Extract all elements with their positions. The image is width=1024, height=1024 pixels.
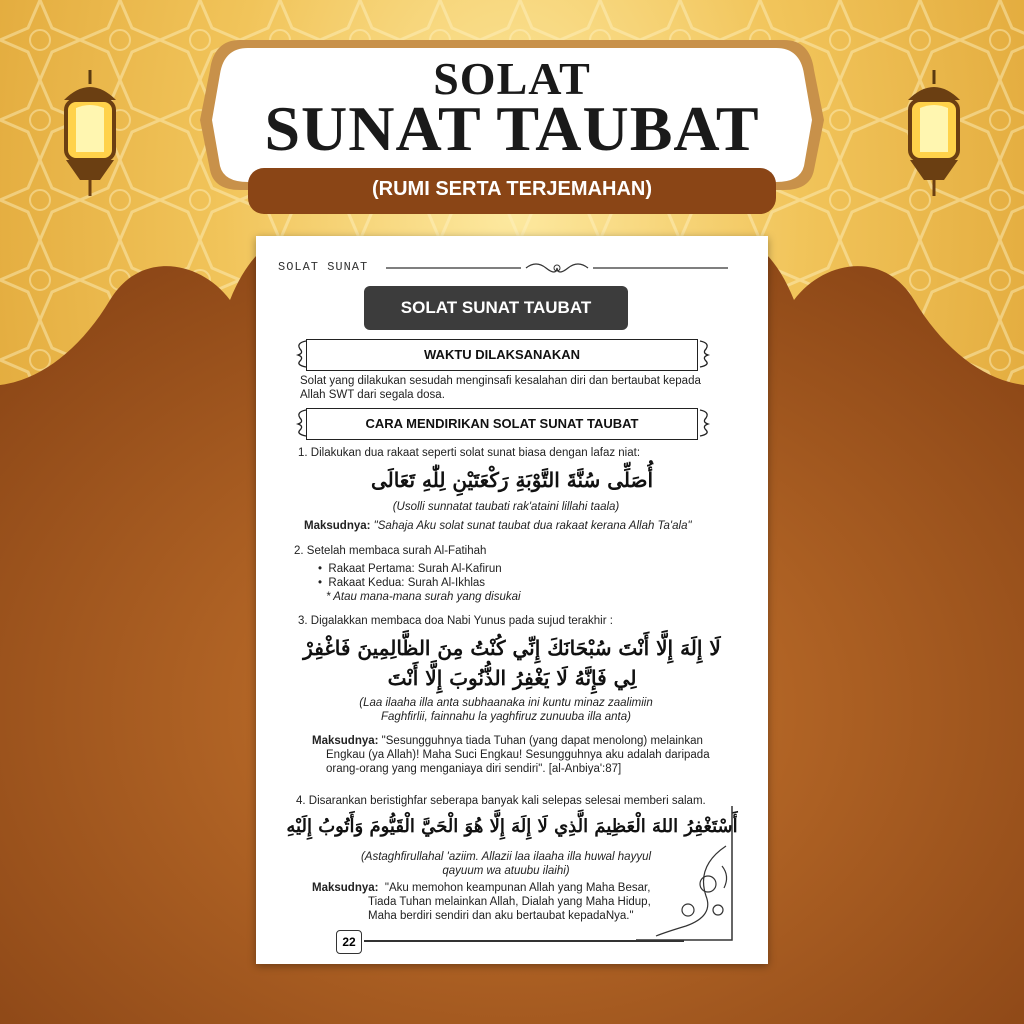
step1-text: 1. Dilakukan dua rakaat seperti solat sunat biasa dengan lafaz niat: bbox=[298, 447, 641, 459]
step3-meaning-line2: Engkau (ya Allah)! Maha Suci Engkau! Sesungguhnya aku adalah daripada bbox=[326, 749, 710, 761]
step2-note: * Atau mana-mana surah yang disukai bbox=[326, 591, 521, 603]
step4-meaning-line2: Tiada Tuhan melainkan Allah, Dialah yang Maha Hidup, bbox=[368, 896, 651, 908]
step3-arabic-line1: لَا إِلَهَ إِلَّا أَنْتَ سُبْحَانَكَ إِنِّي كُنْتُ مِنَ الظَّالِمِينَ فَاغْفِرْ bbox=[303, 636, 721, 660]
step2-bullet-1: • Rakaat Pertama: Surah Al-Kafirun bbox=[318, 563, 502, 575]
step3-meaning-label: Maksudnya: bbox=[312, 735, 379, 747]
subtitle: (RUMI SERTA TERJEMAHAN) bbox=[372, 178, 652, 200]
step2-bullet-2: • Rakaat Kedua: Surah Al-Ikhlas bbox=[318, 577, 486, 589]
step1-meaning-label: Maksudnya: bbox=[304, 520, 371, 532]
step4-rumi-line1: (Astaghfirullahal 'aziim. Allazii laa ilaaha illa huwal hayyul bbox=[360, 851, 652, 863]
step4-rumi-line2: qayuum wa atuubu ilaihi) bbox=[442, 865, 570, 877]
step3-meaning-line1: "Sesungguhnya tiada Tuhan (yang dapat menolong) melainkan bbox=[381, 735, 703, 747]
step3-rumi-line1: (Laa ilaaha illa anta subhaanaka ini kuntu minaz zaalimiin bbox=[359, 697, 653, 709]
step4-meaning-label: Maksudnya: bbox=[312, 882, 379, 894]
step2-bullet-2-text: Rakaat Kedua: Surah Al-Ikhlas bbox=[328, 577, 486, 589]
running-head-ornament bbox=[386, 260, 728, 276]
document-page bbox=[256, 236, 768, 964]
step1-meaning: "Sahaja Aku solat sunat taubat dua rakaat kerana Allah Ta'ala" bbox=[373, 520, 692, 532]
title-line2: SUNAT TAUBAT bbox=[264, 93, 760, 164]
footer-rule bbox=[364, 940, 684, 942]
step1-arabic: أُصَلِّى سُنَّةَ التَّوْبَةِ رَكْعَتَيْنِ لِلّٰهِ تَعَالَى bbox=[370, 468, 654, 492]
scroll-curl-icon bbox=[696, 339, 712, 369]
page-number: 22 bbox=[336, 930, 362, 954]
section1-text-line2: Allah SWT dari segala dosa. bbox=[300, 389, 445, 401]
step4-meaning-line1: "Aku memohon keampunan Allah yang Maha Besar, bbox=[384, 882, 651, 894]
scroll-curl-icon bbox=[696, 408, 712, 438]
running-head: SOLAT SUNAT bbox=[278, 260, 369, 274]
step4-text: 4. Disarankan beristighfar seberapa banyak kali selepas selesai memberi salam. bbox=[296, 795, 706, 807]
step1-rumi: (Usolli sunnatat taubati rak'ataini lillahi taala) bbox=[392, 501, 620, 513]
step3-rumi-line2: Faghfirlii, fainnahu la yaghfiruz zunuuba illa anta) bbox=[381, 711, 631, 723]
section1-heading: WAKTU DILAKSANAKAN bbox=[306, 339, 698, 371]
title-line1: SOLAT bbox=[433, 53, 591, 104]
corner-ornament bbox=[636, 806, 736, 946]
step3-arabic-line2: لِي فَإِنَّهُ لَا يَغْفِرُ الذُّنُوبَ إِلَّا أَنْتَ bbox=[387, 666, 637, 690]
section2-heading: CARA MENDIRIKAN SOLAT SUNAT TAUBAT bbox=[306, 408, 698, 440]
step4-arabic: أَسْتَغْفِرُ اللهَ الْعَظِيمَ الَّذِي لَا إِلَهَ إِلَّا هُوَ الْحَيَّ الْقَيُّومَ وَأَتُوبُ إِلَيْهِ bbox=[286, 816, 738, 837]
section1-text-line1: Solat yang dilakukan sesudah menginsafi kesalahan diri dan bertaubat kepada bbox=[300, 375, 701, 387]
step4-meaning-line3: Maha berdiri sendiri dan aku bertaubat kepadaNya." bbox=[368, 910, 634, 922]
main-title: SOLAT SUNAT TAUBAT bbox=[364, 286, 628, 330]
step3-meaning-line3: orang-orang yang menganiaya diri sendiri". [al-Anbiya':87] bbox=[326, 763, 622, 775]
step2-text: 2. Setelah membaca surah Al-Fatihah bbox=[294, 545, 487, 557]
step2-bullet-1-text: Rakaat Pertama: Surah Al-Kafirun bbox=[328, 563, 502, 575]
step3-text: 3. Digalakkan membaca doa Nabi Yunus pada sujud terakhir : bbox=[298, 615, 613, 627]
